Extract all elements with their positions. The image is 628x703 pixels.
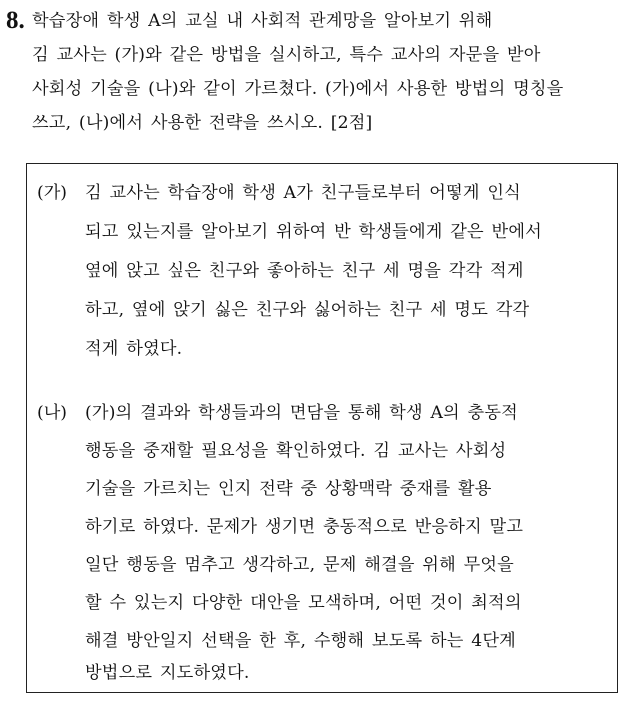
item-na-line-6: 할 수 있는지 다양한 대안을 모색하며, 어떤 것이 최적의	[85, 593, 522, 613]
item-na-line-8: 방법으로 지도하였다.	[85, 663, 250, 683]
item-ga-line-5: 적게 하였다.	[85, 339, 183, 359]
question-number: 8.	[6, 7, 25, 34]
item-ga-line-1: 김 교사는 학습장애 학생 A가 친구들로부터 어떻게 인식	[85, 183, 521, 203]
item-na-label: (나)	[37, 403, 68, 423]
item-na-line-3: 기술을 가르치는 인지 전략 중 상황맥락 중재를 활용	[85, 479, 492, 499]
question-line-4: 쓰고, (나)에서 사용한 전략을 쓰시오. [2점]	[32, 113, 373, 133]
item-na-line-7: 해결 방안일지 선택을 한 후, 수행해 보도록 하는 4단계	[85, 631, 516, 651]
item-ga-label: (가)	[37, 183, 68, 203]
item-na-line-1: (가)의 결과와 학생들과의 면담을 통해 학생 A의 충동적	[85, 403, 518, 423]
item-ga-line-4: 하고, 옆에 앉기 싫은 친구와 싫어하는 친구 세 명도 각각	[85, 300, 530, 320]
item-na-line-2: 행동을 중재할 필요성을 확인하였다. 김 교사는 사회성	[85, 441, 507, 461]
item-na-line-5: 일단 행동을 멈추고 생각하고, 문제 해결을 위해 무엇을	[85, 555, 514, 575]
question-line-2: 김 교사는 (가)와 같은 방법을 실시하고, 특수 교사의 자문을 받아	[32, 45, 541, 65]
item-na-line-4: 하기로 하였다. 문제가 생기면 충동적으로 반응하지 말고	[85, 517, 524, 537]
scenario-box	[26, 163, 618, 693]
question-line-1: 학습장애 학생 A의 교실 내 사회적 관계망을 알아보기 위해	[32, 11, 493, 31]
item-ga-line-2: 되고 있는지를 알아보기 위하여 반 학생들에게 같은 반에서	[85, 222, 542, 242]
question-line-3: 사회성 기술을 (나)와 같이 가르쳤다. (가)에서 사용한 방법의 명칭을	[32, 79, 564, 99]
item-ga-line-3: 옆에 앉고 싶은 친구와 좋아하는 친구 세 명을 각각 적게	[85, 261, 524, 281]
